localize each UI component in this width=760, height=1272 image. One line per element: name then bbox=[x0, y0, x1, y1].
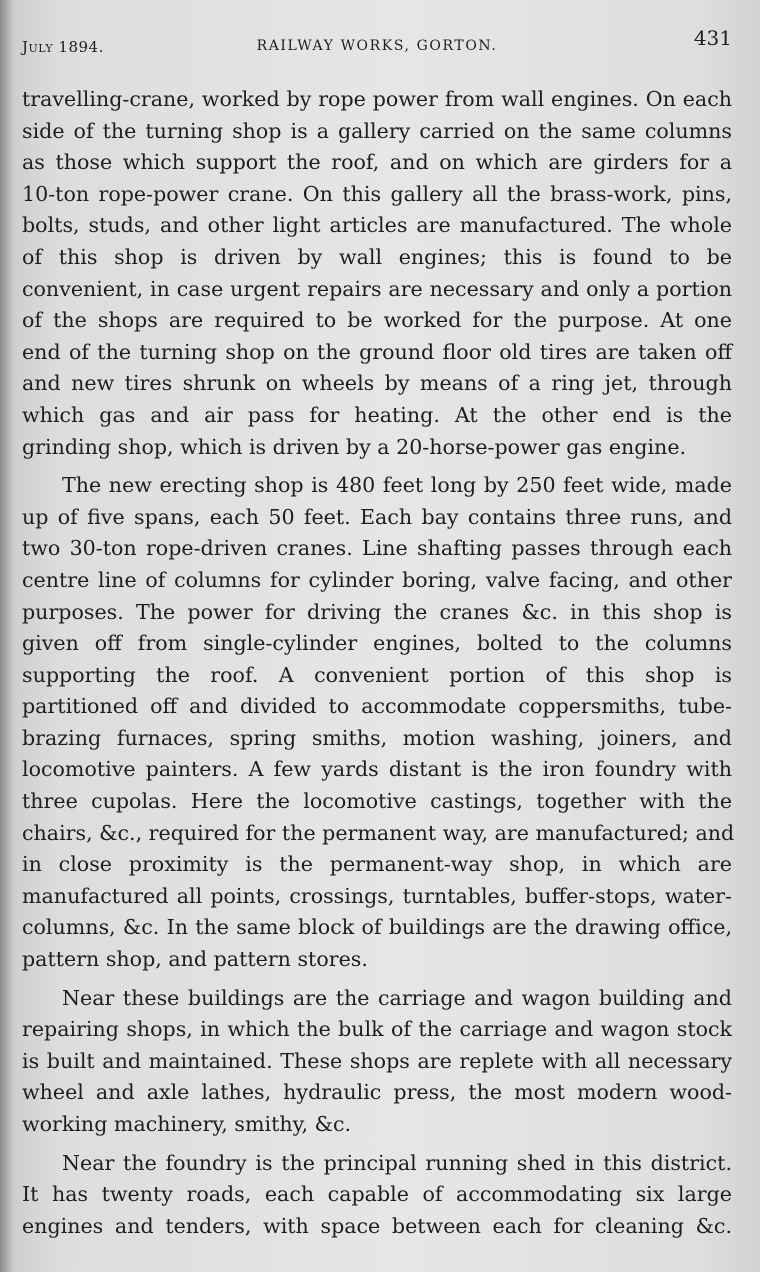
body-text bbox=[22, 84, 735, 1242]
text-line: travelling-crane, worked by rope power from wall engines. On each bbox=[22, 87, 732, 111]
text-line: which gas and air pass for heating. At the other end is the bbox=[22, 402, 732, 427]
running-head-date: July 1894. bbox=[22, 38, 104, 56]
text-line: chairs, &c., required for the permanent way, are manufactured; and bbox=[22, 820, 735, 845]
text-line: of the shops are required to be worked for the purpose. At one bbox=[22, 308, 732, 333]
text-line: in close proximity is the permanent-way shop, in which are bbox=[22, 852, 732, 877]
running-head bbox=[22, 26, 732, 66]
text-line: is built and maintained. These shops are replete with all necessary bbox=[22, 1048, 732, 1073]
text-line: Near these buildings are the carriage and wagon building and bbox=[62, 985, 732, 1010]
text-line: working machinery, smithy, &c. bbox=[22, 1112, 352, 1136]
paragraph-3 bbox=[22, 983, 732, 1141]
paragraph-4 bbox=[22, 1148, 732, 1243]
text-line: wheel and axle lathes, hydraulic press, the most modern wood- bbox=[22, 1080, 732, 1105]
text-line: given off from single-cylinder engines, bolted to the columns bbox=[22, 631, 732, 656]
text-line: It has twenty roads, each capable of accommodating six large bbox=[22, 1182, 732, 1207]
text-line: as those which support the roof, and on which are girders for a bbox=[22, 150, 732, 175]
text-line: purposes. The power for driving the cranes &c. in this shop is bbox=[22, 599, 732, 624]
text-line: of this shop is driven by wall engines; this is found to be bbox=[22, 244, 732, 269]
text-line: up of five spans, each 50 feet. Each bay contains three runs, and bbox=[22, 504, 732, 529]
text-line: engines and tenders, with space between each for cleaning &c. bbox=[22, 1213, 732, 1238]
text-line: grinding shop, which is driven by a 20-horse-power gas engine. bbox=[22, 434, 687, 459]
paragraph-1 bbox=[22, 84, 732, 463]
text-line: columns, &c. In the same block of buildings are the drawing office, bbox=[22, 915, 732, 940]
text-line: side of the turning shop is a gallery carried on the same columns bbox=[22, 118, 732, 143]
text-line: 10-ton rope-power crane. On this gallery all the brass-work, pins, bbox=[22, 181, 732, 206]
text-line: supporting the roof. A convenient portion of this shop is bbox=[22, 662, 732, 687]
page-number: 431 bbox=[693, 26, 732, 50]
text-line: centre line of columns for cylinder boring, valve facing, and other bbox=[22, 567, 732, 592]
text-line: The new erecting shop is 480 feet long by 250 feet wide, made bbox=[62, 473, 732, 498]
text-line: repairing shops, in which the bulk of the carriage and wagon stock bbox=[22, 1017, 732, 1042]
text-line: end of the turning shop on the ground floor old tires are taken off bbox=[22, 339, 732, 364]
text-line: brazing furnaces, spring smiths, motion washing, joiners, and bbox=[22, 725, 732, 750]
text-line: and new tires shrunk on wheels by means of a ring jet, through bbox=[22, 371, 732, 396]
running-head-title: RAILWAY WORKS, GORTON. bbox=[256, 38, 498, 54]
text-line: Near the foundry is the principal running shed in this district. bbox=[62, 1150, 732, 1175]
text-line: pattern shop, and pattern stores. bbox=[22, 947, 368, 972]
text-line: bolts, studs, and other light articles are manufactured. The whole bbox=[22, 213, 732, 238]
text-line: three cupolas. Here the locomotive castings, together with the bbox=[22, 789, 732, 814]
text-line: two 30-ton rope-driven cranes. Line shafting passes through each bbox=[22, 536, 732, 561]
paragraph-2 bbox=[22, 470, 735, 976]
text-line: manufactured all points, crossings, turntables, buffer-stops, water- bbox=[22, 883, 732, 908]
text-line: locomotive painters. A few yards distant is the iron foundry with bbox=[22, 757, 732, 782]
text-line: convenient, in case urgent repairs are necessary and only a portion bbox=[22, 276, 732, 301]
text-line: partitioned off and divided to accommodate coppersmiths, tube- bbox=[22, 694, 732, 719]
